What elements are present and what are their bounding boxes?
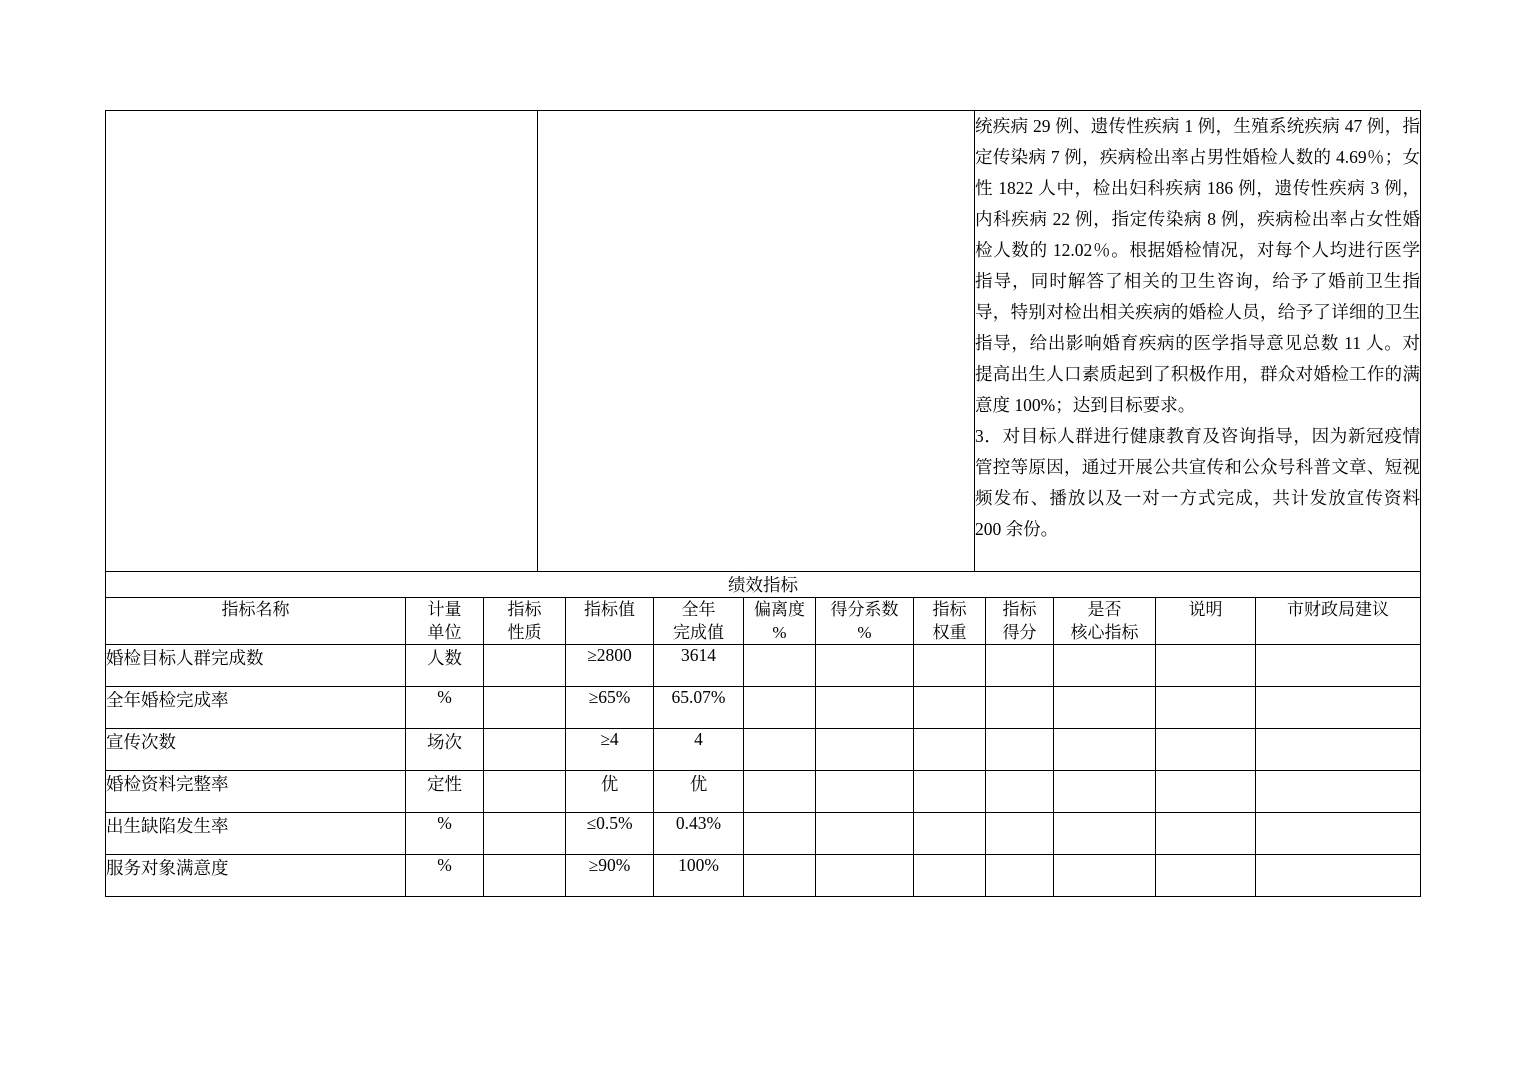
performance-indicator-table (105, 110, 1421, 598)
indicator-grid (105, 597, 1421, 897)
narrative-empty-cell-left (106, 111, 538, 572)
table-row (106, 813, 1421, 855)
row-unit: % (406, 813, 484, 855)
row-actual-value: 3614 (654, 645, 744, 687)
table-row (106, 645, 1421, 687)
row-score-coefficient (816, 813, 914, 855)
header-score: 指标 得分 (986, 598, 1054, 645)
row-weight (914, 855, 986, 897)
row-note (1156, 855, 1256, 897)
row-actual-value: 65.07% (654, 687, 744, 729)
row-weight (914, 687, 986, 729)
row-score-coefficient (816, 687, 914, 729)
row-nature (484, 771, 566, 813)
row-nature (484, 645, 566, 687)
row-nature (484, 729, 566, 771)
header-unit: 计量 单位 (406, 598, 484, 645)
row-core-indicator (1054, 645, 1156, 687)
header-weight: 指标 权重 (914, 598, 986, 645)
row-nature (484, 855, 566, 897)
header-target-value: 指标值 (566, 598, 654, 645)
narrative-paragraph-2: 3．对目标人群进行健康教育及咨询指导，因为新冠疫情管控等原因，通过开展公共宣传和公众号科普文章、短视频发布、播放以及一对一方式完成，共计发放宣传资料 200 余份。 (975, 426, 1420, 539)
section-title-row (106, 572, 1421, 598)
row-core-indicator (1054, 813, 1156, 855)
row-indicator-name: 婚检资料完整率 (106, 771, 406, 813)
row-nature (484, 813, 566, 855)
row-deviation (744, 771, 816, 813)
header-deviation: 偏离度 % (744, 598, 816, 645)
header-indicator-name: 指标名称 (106, 598, 406, 645)
header-finance-bureau-advice: 市财政局建议 (1256, 598, 1421, 645)
narrative-paragraph-1: 统疾病 29 例、遗传性疾病 1 例，生殖系统疾病 47 例，指定传染病 7 例，疾病检出率占男性婚检人数的 4.69％；女性 1822 人中，检出妇科疾病 186 例，遗传性疾病 3 例，内科疾病 22 例，指定传染病 8 例，疾病检出率占女性婚检人数的 12.02％。根据婚检情况，对每个人均进行医学指导，同时解答了相关的卫生咨询，给予了婚前卫生指导，特别对检出相关疾病的婚检人员，给予了详细的卫生指导，给出影响婚育疾病的医学指导意见总数 11 人。对提高出生人口素质起到了积极作用，群众对婚检工作的满意度 100%；达到目标要求。 (975, 116, 1420, 415)
row-finance-bureau-advice (1256, 729, 1421, 771)
narrative-row (106, 111, 1421, 572)
row-score-coefficient (816, 729, 914, 771)
row-weight (914, 729, 986, 771)
row-unit: % (406, 687, 484, 729)
row-actual-value: 0.43% (654, 813, 744, 855)
row-score (986, 645, 1054, 687)
row-actual-value: 100% (654, 855, 744, 897)
row-nature (484, 687, 566, 729)
row-indicator-name: 出生缺陷发生率 (106, 813, 406, 855)
table-row (106, 855, 1421, 897)
table-row (106, 729, 1421, 771)
row-indicator-name: 宣传次数 (106, 729, 406, 771)
row-score (986, 729, 1054, 771)
row-indicator-name: 婚检目标人群完成数 (106, 645, 406, 687)
row-target-value: ≥4 (566, 729, 654, 771)
row-deviation (744, 729, 816, 771)
row-score (986, 855, 1054, 897)
row-note (1156, 771, 1256, 813)
row-score (986, 771, 1054, 813)
header-note: 说明 (1156, 598, 1256, 645)
row-score-coefficient (816, 771, 914, 813)
row-weight (914, 645, 986, 687)
header-score-coefficient: 得分系数 % (816, 598, 914, 645)
header-core-indicator: 是否 核心指标 (1054, 598, 1156, 645)
section-title: 绩效指标 (106, 572, 1421, 598)
row-finance-bureau-advice (1256, 771, 1421, 813)
row-deviation (744, 855, 816, 897)
row-deviation (744, 645, 816, 687)
row-target-value: ≥2800 (566, 645, 654, 687)
row-finance-bureau-advice (1256, 645, 1421, 687)
row-unit: 定性 (406, 771, 484, 813)
narrative-text-cell (975, 111, 1421, 572)
row-score-coefficient (816, 855, 914, 897)
row-actual-value: 4 (654, 729, 744, 771)
row-core-indicator (1054, 729, 1156, 771)
table-row (106, 687, 1421, 729)
header-nature: 指标 性质 (484, 598, 566, 645)
row-target-value: ≥65% (566, 687, 654, 729)
row-target-value: ≥90% (566, 855, 654, 897)
row-note (1156, 729, 1256, 771)
table-header-row (106, 598, 1421, 645)
row-weight (914, 771, 986, 813)
row-target-value: 优 (566, 771, 654, 813)
row-deviation (744, 687, 816, 729)
row-core-indicator (1054, 771, 1156, 813)
row-weight (914, 813, 986, 855)
row-finance-bureau-advice (1256, 855, 1421, 897)
row-core-indicator (1054, 687, 1156, 729)
row-unit: 人数 (406, 645, 484, 687)
row-score (986, 813, 1054, 855)
row-note (1156, 645, 1256, 687)
row-indicator-name: 服务对象满意度 (106, 855, 406, 897)
row-score-coefficient (816, 645, 914, 687)
row-target-value: ≤0.5% (566, 813, 654, 855)
table-row (106, 771, 1421, 813)
row-finance-bureau-advice (1256, 813, 1421, 855)
row-note (1156, 687, 1256, 729)
row-deviation (744, 813, 816, 855)
row-note (1156, 813, 1256, 855)
row-core-indicator (1054, 855, 1156, 897)
header-actual-value: 全年 完成值 (654, 598, 744, 645)
row-unit: 场次 (406, 729, 484, 771)
row-indicator-name: 全年婚检完成率 (106, 687, 406, 729)
row-finance-bureau-advice (1256, 687, 1421, 729)
row-unit: % (406, 855, 484, 897)
narrative-empty-cell-middle (538, 111, 975, 572)
row-score (986, 687, 1054, 729)
row-actual-value: 优 (654, 771, 744, 813)
